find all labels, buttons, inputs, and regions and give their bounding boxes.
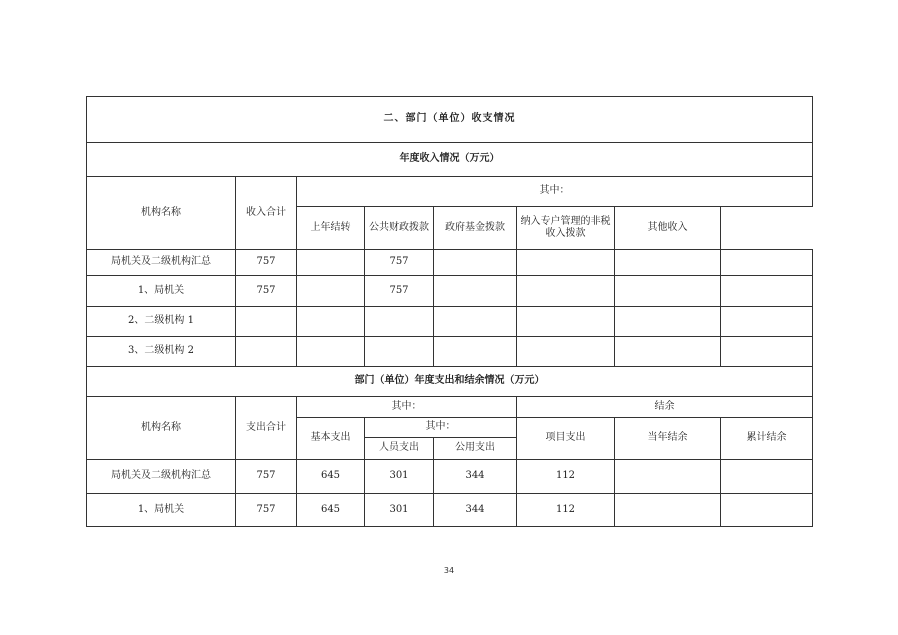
income-header-of-which: 其中：: [297, 177, 813, 207]
income-row: [87, 276, 813, 307]
expense-row-project: 112: [517, 494, 615, 527]
income-section-title: 年度收入情况（万元）: [87, 143, 813, 177]
expense-row-public-use: 344: [434, 494, 517, 527]
income-header-other: 其他收入: [615, 207, 721, 250]
income-row-total: [236, 337, 297, 367]
expense-row-personnel: 301: [365, 494, 434, 527]
expense-header-public-use: 公用支出: [434, 438, 517, 460]
expense-row-cumulative-balance: [721, 494, 813, 527]
income-row-special: [517, 337, 615, 367]
expense-header-total: 支出合计: [236, 397, 297, 460]
expense-row-basic: 645: [297, 460, 365, 494]
expense-row-basic: 645: [297, 494, 365, 527]
income-row-spare: [721, 250, 813, 276]
income-header-total: 收入合计: [236, 177, 297, 250]
expense-row: [87, 494, 813, 527]
income-row-gov-fund: [434, 250, 517, 276]
income-row-name: 3、二级机构 2: [87, 337, 236, 367]
income-row-public-finance: [365, 307, 434, 337]
income-row-gov-fund: [434, 276, 517, 307]
income-row-total: [236, 307, 297, 337]
income-row-other: [615, 276, 721, 307]
expense-header-cumulative-balance: 累计结余: [721, 418, 813, 460]
income-row-public-finance: 757: [365, 250, 434, 276]
income-row-spare: [721, 307, 813, 337]
expense-header-project: 项目支出: [517, 418, 615, 460]
expense-header-balance: 结余: [517, 397, 813, 418]
expense-header-personnel: 人员支出: [365, 438, 434, 460]
income-row-carryover: [297, 337, 365, 367]
expense-section-title: 部门（单位）年度支出和结余情况（万元）: [87, 367, 813, 397]
expense-header-of-which: 其中：: [297, 397, 517, 418]
income-row-public-finance: [365, 337, 434, 367]
income-header-gov-fund: 政府基金拨款: [434, 207, 517, 250]
expense-row-name: 1、局机关: [87, 494, 236, 527]
income-row-name: 局机关及二级机构汇总: [87, 250, 236, 276]
income-header-carryover: 上年结转: [297, 207, 365, 250]
expense-row-current-balance: [615, 494, 721, 527]
income-row-carryover: [297, 250, 365, 276]
income-row-gov-fund: [434, 337, 517, 367]
expense-row: [87, 460, 813, 494]
income-row-other: [615, 337, 721, 367]
income-row-public-finance: 757: [365, 276, 434, 307]
income-row-spare: [721, 337, 813, 367]
expense-row-current-balance: [615, 460, 721, 494]
expense-header-of-which-inner: 其中：: [365, 418, 517, 438]
expense-row-total: 757: [236, 494, 297, 527]
income-row: [87, 337, 813, 367]
income-header-public-finance: 公共财政拨款: [365, 207, 434, 250]
income-row-name: 2、二级机构 1: [87, 307, 236, 337]
expense-row-personnel: 301: [365, 460, 434, 494]
income-row-special: [517, 276, 615, 307]
income-row-other: [615, 307, 721, 337]
income-header-special-line2: 收入拨款: [545, 228, 586, 239]
expense-header-org-name: 机构名称: [87, 397, 236, 460]
income-row-other: [615, 250, 721, 276]
income-row-special: [517, 250, 615, 276]
income-row: [87, 307, 813, 337]
income-row-carryover: [297, 276, 365, 307]
income-header-org-name: 机构名称: [87, 177, 236, 250]
expense-row-public-use: 344: [434, 460, 517, 494]
income-row-gov-fund: [434, 307, 517, 337]
expense-header-basic: 基本支出: [297, 418, 365, 460]
income-row-total: 757: [236, 276, 297, 307]
expense-header-current-balance: 当年结余: [615, 418, 721, 460]
income-row-special: [517, 307, 615, 337]
income-row-total: 757: [236, 250, 297, 276]
expense-row-project: 112: [517, 460, 615, 494]
income-row-carryover: [297, 307, 365, 337]
expense-row-total: 757: [236, 460, 297, 494]
page-title: 二、部门（单位）收支情况: [87, 97, 813, 143]
expense-row-cumulative-balance: [721, 460, 813, 494]
revenue-expenditure-table: [86, 96, 813, 527]
income-row-spare: [721, 276, 813, 307]
expense-row-name: 局机关及二级机构汇总: [87, 460, 236, 494]
income-row-name: 1、局机关: [87, 276, 236, 307]
income-row: [87, 250, 813, 276]
income-header-special-line1: 纳入专户管理的非税: [520, 215, 611, 227]
page-number: 34: [443, 566, 455, 575]
income-header-special: [517, 207, 615, 250]
